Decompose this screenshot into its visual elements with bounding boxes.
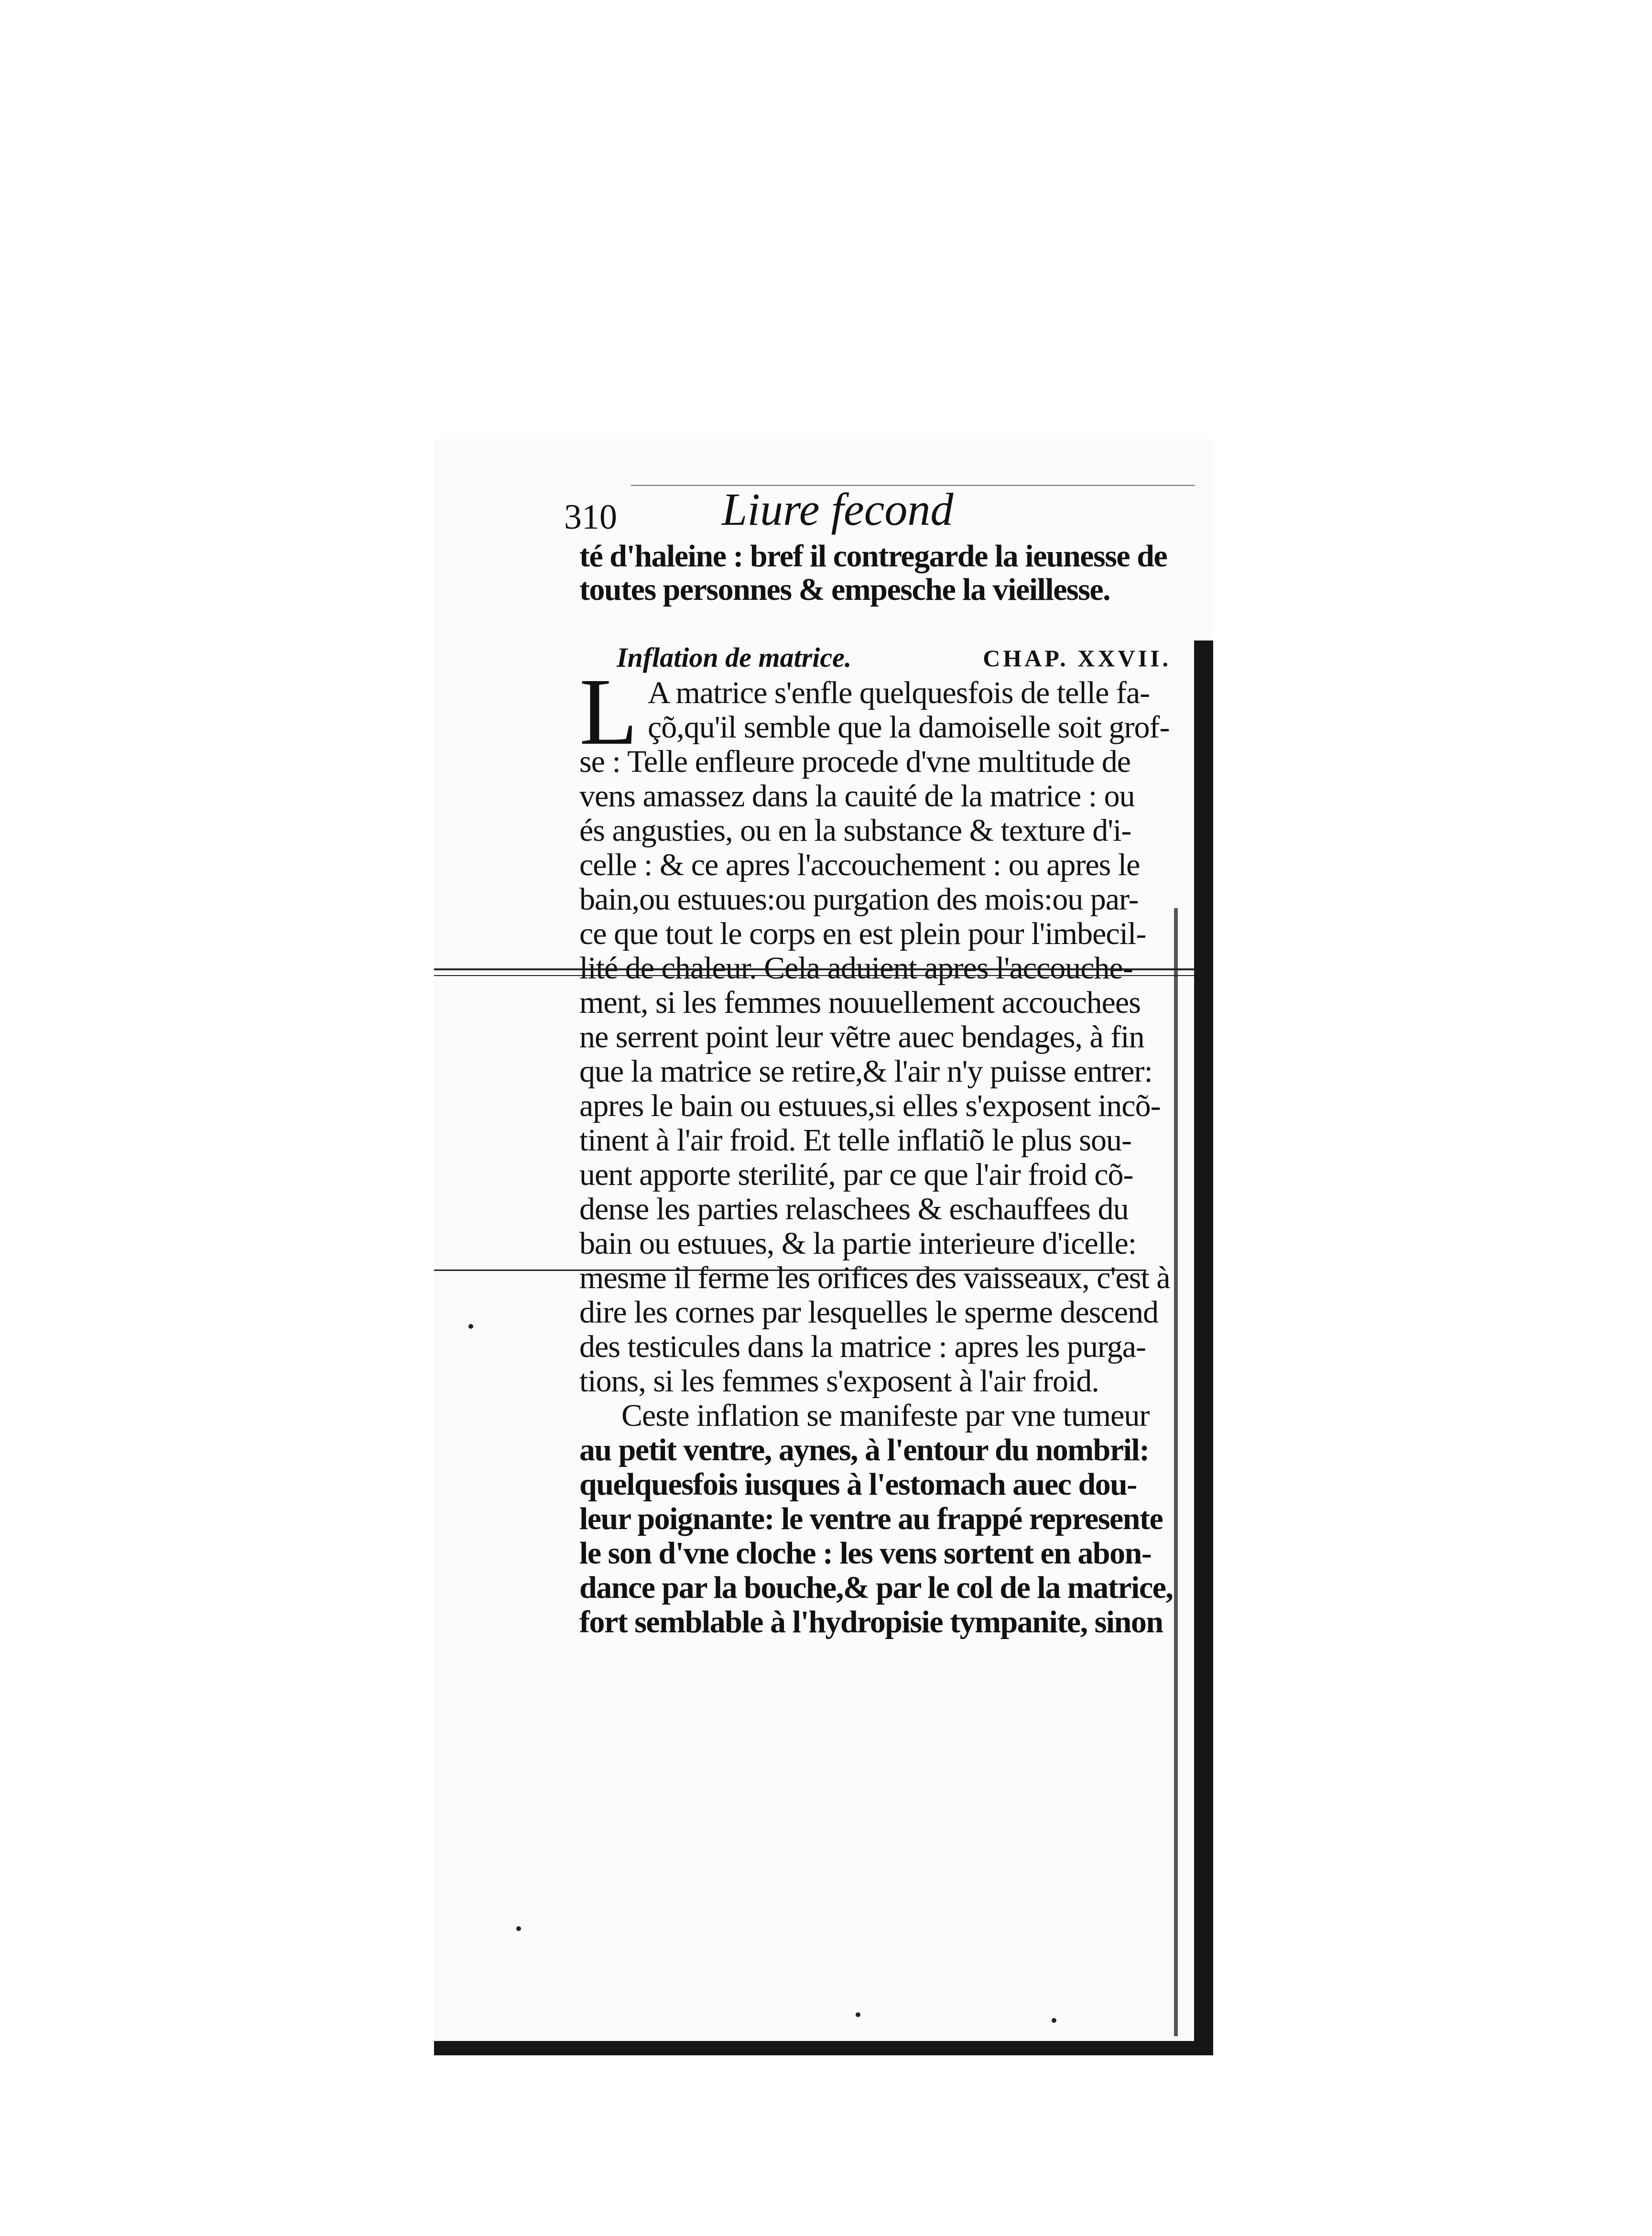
scan-speck [468, 1324, 473, 1329]
body-line: tions, si les femmes s'exposent à l'air froid. [579, 1364, 1099, 1399]
body-line: dire les cornes par lesquelles le sperme descend [579, 1295, 1158, 1330]
body-line: uent apporte sterilité, par ce que l'air froid cõ- [579, 1157, 1133, 1192]
scan-speck [856, 2012, 860, 2017]
scan-speck [516, 1926, 521, 1931]
body-line: lité de chaleur. Cela aduient apres l'accouche- [579, 951, 1133, 986]
running-title: Liure fecond [722, 484, 954, 535]
body-line: ne serrent point leur vẽtre auec bendages, à fin [579, 1020, 1144, 1054]
body-line: A matrice s'enfle quelquesfois de telle fa- [648, 675, 1150, 710]
body-line: ment, si les femmes nouuellement accouchees [579, 985, 1141, 1020]
scan-speck [1052, 2018, 1056, 2023]
body-line: celle : & ce apres l'accouchement : ou apres le [579, 847, 1140, 882]
body-line: fort semblable à l'hydropisie tympanite, sinon [579, 1605, 1163, 1639]
body-line: apres le bain ou estuues,si elles s'exposent incõ- [579, 1088, 1161, 1123]
chapter-title: Inflation de matrice. [617, 642, 852, 673]
body-line: dance par la bouche,& par le col de la matrice, [579, 1570, 1173, 1605]
body-line: dense les parties relaschees & eschauffees du [579, 1192, 1129, 1227]
carryover-line: té d'haleine : bref il contregarde la ieunesse de [579, 539, 1167, 574]
body-line: ce que tout le corps en est plein pour l'imbecil- [579, 916, 1146, 951]
chapter-heading [617, 641, 1171, 675]
body-line: au petit ventre, aynes, à l'entour du nombril: [579, 1433, 1149, 1467]
body-line: le son d'vne cloche : les vens sortent en abon- [579, 1536, 1152, 1571]
body-line: quelquesfois iusques à l'estomach auec dou- [579, 1467, 1137, 1502]
chapter-number: CHAP. XXVII. [983, 645, 1171, 672]
body-line: que la matrice se retire,& l'air n'y puisse entrer: [579, 1054, 1152, 1089]
body-line: çõ,qu'il semble que la damoiselle soit grof- [648, 710, 1170, 745]
body-line: bain,ou estuues:ou purgation des mois:ou par- [579, 882, 1139, 917]
page-edge-shadow-bottom [434, 2041, 1213, 2055]
page-number: 310 [564, 498, 617, 537]
body-line: vens amassez dans la cauité de la matrice : ou [579, 779, 1135, 814]
body-line: se : Telle enfleure procede d'vne multitude de [579, 744, 1131, 779]
page-edge-shadow-right [1194, 640, 1213, 2055]
body-line: és angusties, ou en la substance & texture d'i- [579, 813, 1131, 848]
running-head [564, 483, 1185, 535]
body-line: leur poignante: le ventre au frappé represente [579, 1501, 1163, 1536]
body-line: des testicules dans la matrice : apres les purga- [579, 1329, 1146, 1364]
drop-cap: L [579, 659, 638, 765]
carryover-line: toutes personnes & empesche la vieillesse. [579, 572, 1110, 607]
body-line: tinent à l'air froid. Et telle inflatiõ le plus sou- [579, 1123, 1131, 1158]
body-line: bain ou estuues, & la partie interieure d'icelle: [579, 1226, 1137, 1261]
body-line: Ceste inflation se manifeste par vne tumeur [621, 1398, 1150, 1433]
body-line: mesme il ferme les orifices des vaisseaux, c'est à [579, 1260, 1170, 1295]
page-edge-inner [1174, 908, 1178, 2036]
